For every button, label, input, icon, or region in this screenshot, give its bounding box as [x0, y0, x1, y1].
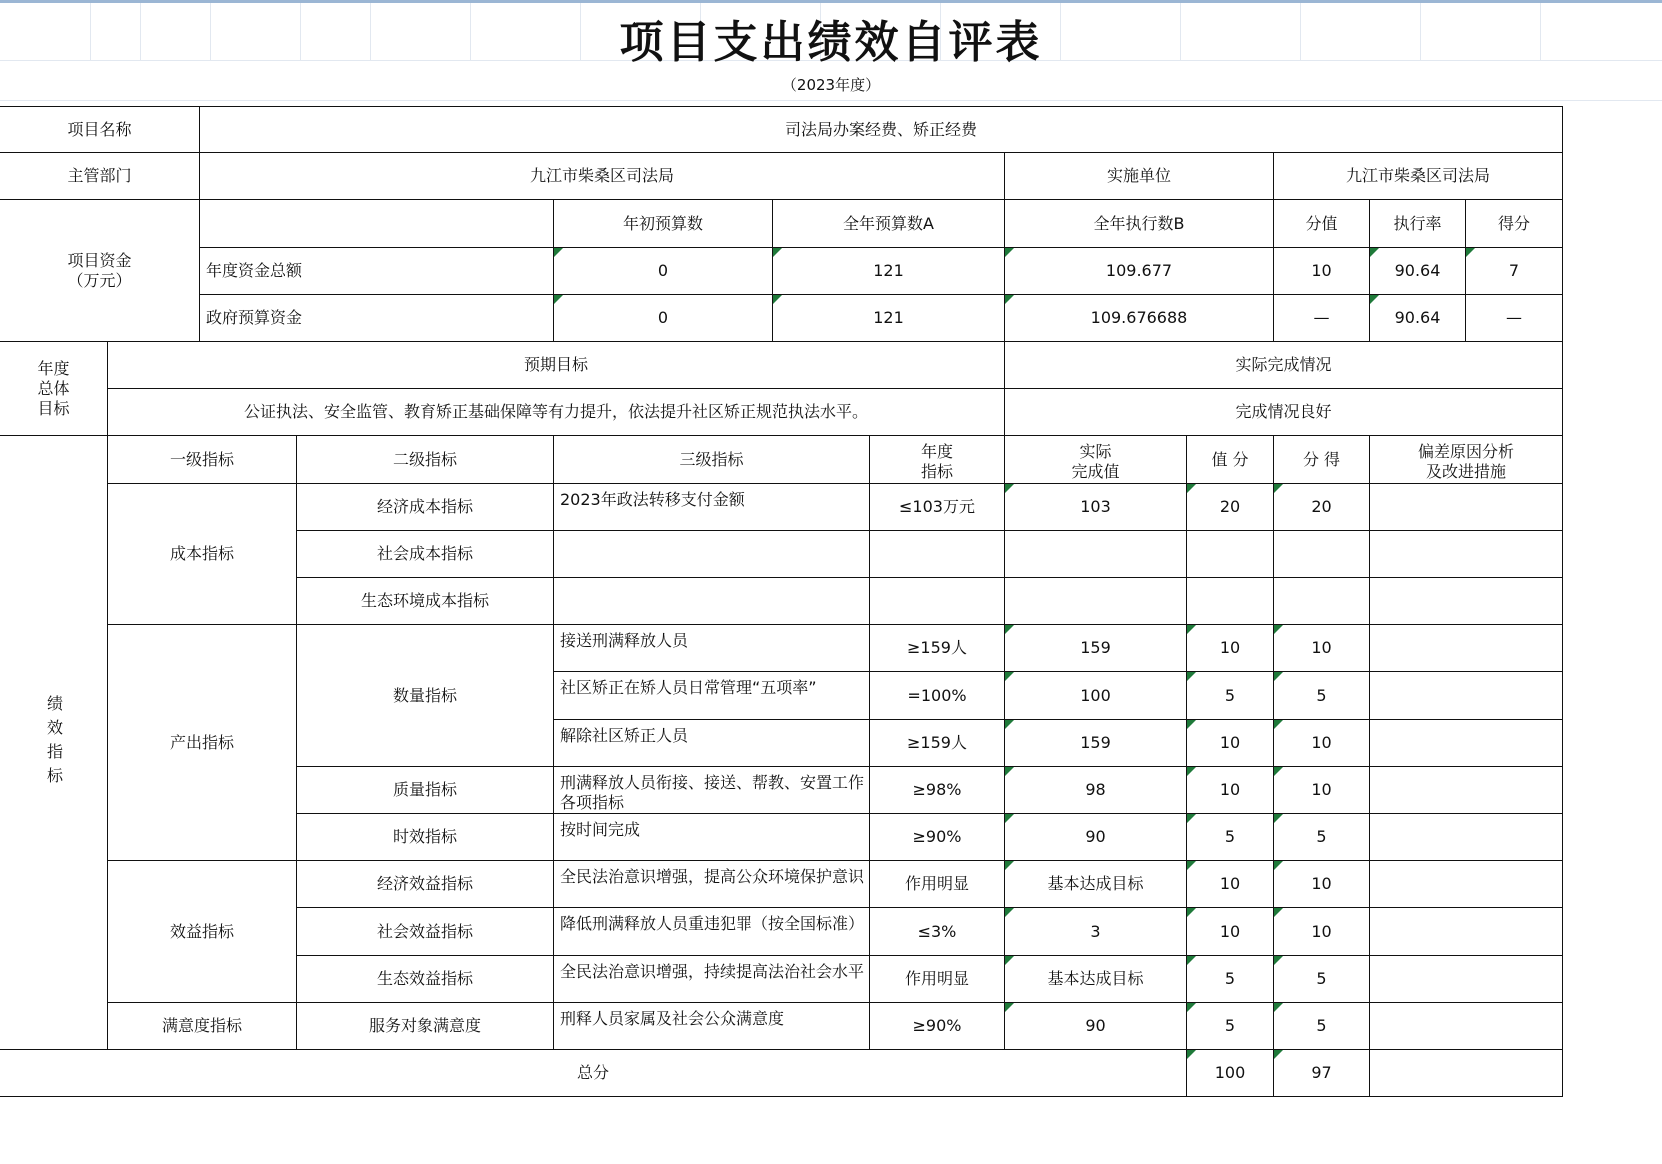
cell-marker-icon — [773, 248, 782, 257]
row-9-level3[interactable] — [554, 908, 870, 956]
row-6-target[interactable] — [870, 767, 1005, 814]
row-4-level3[interactable] — [554, 672, 870, 720]
row-3-deviation[interactable] — [1370, 625, 1563, 672]
label-total-funds[interactable] — [200, 248, 554, 295]
cell-marker-icon — [1005, 248, 1014, 257]
label-department[interactable] — [0, 153, 200, 200]
label-total[interactable] — [0, 1050, 1187, 1097]
gov-initial[interactable] — [554, 295, 773, 342]
cell-marker-icon — [1187, 861, 1196, 870]
row-10-deviation[interactable] — [1370, 956, 1563, 1003]
row-2-score[interactable] — [1274, 578, 1370, 625]
cell-marker-icon — [1370, 248, 1379, 257]
row-11-deviation[interactable] — [1370, 1003, 1563, 1050]
row-5-score[interactable] — [1274, 720, 1370, 767]
row-7-level3[interactable] — [554, 814, 870, 861]
row-1-value[interactable] — [1187, 531, 1274, 578]
cell-marker-icon — [1005, 767, 1014, 776]
row-8-value-text: 10 — [1219, 874, 1241, 893]
row-11-level3-text: 刑释人员家属及社会公众满意度 — [560, 1009, 785, 1028]
row-5-actual-text: 159 — [1080, 733, 1111, 752]
row-0-level2[interactable] — [297, 484, 554, 531]
row-2-value[interactable] — [1187, 578, 1274, 625]
cell-marker-icon — [1274, 861, 1283, 870]
value-implementer-text: 九江市柴桑区司法局 — [1345, 166, 1490, 185]
gov-exec-text: 109.676688 — [1090, 308, 1188, 327]
row-3-target-text: ≥159人 — [907, 638, 967, 657]
header-exec-rate-text: 执行率 — [1393, 213, 1442, 233]
row-2-level2-text: 生态环境成本指标 — [360, 591, 489, 610]
row-11-target-text: ≥90% — [912, 1016, 962, 1035]
cell-marker-icon — [1005, 720, 1014, 729]
value-implementer[interactable] — [1274, 153, 1563, 200]
row-11-value[interactable] — [1187, 1003, 1274, 1050]
row-8-actual[interactable] — [1005, 861, 1187, 908]
page-title: 项目支出绩效自评表 — [619, 17, 1043, 68]
cell-marker-icon — [1187, 956, 1196, 965]
row-10-actual[interactable] — [1005, 956, 1187, 1003]
row-0-actual[interactable] — [1005, 484, 1187, 531]
header-score-value[interactable] — [1274, 200, 1370, 248]
row-9-actual-text: 3 — [1090, 921, 1101, 941]
row-7-actual[interactable] — [1005, 814, 1187, 861]
total-funds-score[interactable] — [1466, 248, 1563, 295]
row-8-level3[interactable] — [554, 861, 870, 908]
row-8-target-text: 作用明显 — [904, 874, 969, 893]
row-3-actual-text: 159 — [1080, 638, 1111, 657]
value-goal-status[interactable] — [1005, 389, 1563, 436]
header-annual-index[interactable] — [870, 436, 1005, 484]
row-8-level3-text: 全民法治意识增强，提高公众环境保护意识 — [560, 867, 865, 886]
cell-marker-icon — [1005, 484, 1014, 493]
header-level3[interactable] — [554, 436, 870, 484]
row-8-score[interactable] — [1274, 861, 1370, 908]
cell-marker-icon — [1274, 908, 1283, 917]
header-deviation[interactable] — [1370, 436, 1563, 484]
row-10-value-text: 5 — [1224, 969, 1236, 988]
row-0-deviation[interactable] — [1370, 484, 1563, 531]
gov-initial-text: 0 — [657, 308, 669, 327]
row-4-score[interactable] — [1274, 672, 1370, 720]
row-5-deviation[interactable] — [1370, 720, 1563, 767]
row-6-value-text: 10 — [1219, 780, 1241, 799]
cell-marker-icon — [554, 295, 563, 304]
cell-marker-icon — [1005, 625, 1014, 634]
header-actual-value-text: 实际 完成值 — [1071, 442, 1120, 481]
value-department[interactable] — [200, 153, 1005, 200]
group-satisfaction-text: 满意度指标 — [161, 1016, 242, 1035]
cell-marker-icon — [1274, 625, 1283, 634]
total-value-text: 100 — [1214, 1063, 1246, 1082]
row-1-level2-text: 社会成本指标 — [376, 544, 473, 563]
total-funds-value[interactable] — [1274, 248, 1370, 295]
row-4-score-text: 5 — [1316, 685, 1327, 705]
gov-score[interactable] — [1466, 295, 1563, 342]
header-initial-budget[interactable] — [554, 200, 773, 248]
value-project-name-text: 司法局办案经费、矫正经费 — [784, 119, 977, 139]
cell-marker-icon — [1466, 248, 1475, 257]
header-level1-text: 一级指标 — [169, 449, 234, 469]
row-11-actual[interactable] — [1005, 1003, 1187, 1050]
row-0-value-text: 20 — [1219, 497, 1241, 516]
cell-marker-icon — [1187, 1003, 1196, 1012]
header-level2-text: 二级指标 — [392, 449, 457, 469]
total-funds-annual[interactable] — [773, 248, 1005, 295]
cell-marker-icon — [1005, 908, 1014, 917]
row-6-actual-text: 98 — [1085, 780, 1106, 799]
cell-marker-icon — [1274, 1050, 1283, 1059]
value-goal-text[interactable] — [108, 389, 1005, 436]
label-funds-text: 项目资金 （万元） — [67, 250, 132, 290]
gov-annual[interactable] — [773, 295, 1005, 342]
row-4-value[interactable] — [1187, 672, 1274, 720]
header-initial-budget-text: 年初预算数 — [622, 213, 703, 233]
value-department-text: 九江市柴桑区司法局 — [529, 166, 674, 185]
row-2-level2[interactable] — [297, 578, 554, 625]
cell-marker-icon — [1274, 720, 1283, 729]
total-funds-initial-text: 0 — [657, 261, 669, 280]
row-3-level3-text: 接送刑满释放人员 — [560, 631, 689, 650]
row-2-level3[interactable] — [554, 578, 870, 625]
row-8-score-text: 10 — [1311, 874, 1332, 893]
cell-marker-icon — [1005, 956, 1014, 965]
row-5-actual[interactable] — [1005, 720, 1187, 767]
value-goal-text-text: 公证执法、安全监管、教育矫正基础保障等有力提升，依法提升社区矫正规范执法水平。 — [243, 402, 868, 421]
row-5-target[interactable] — [870, 720, 1005, 767]
row-7-deviation[interactable] — [1370, 814, 1563, 861]
row-4-actual-text: 100 — [1080, 685, 1111, 705]
gov-value-text: — — [1313, 308, 1330, 327]
row-3-value[interactable] — [1187, 625, 1274, 672]
row-6-actual[interactable] — [1005, 767, 1187, 814]
row-7-actual-text: 90 — [1085, 827, 1106, 846]
group-quantity[interactable] — [297, 625, 554, 767]
row-8-level2-text: 经济效益指标 — [376, 874, 473, 893]
row-9-value[interactable] — [1187, 908, 1274, 956]
row-5-value[interactable] — [1187, 720, 1274, 767]
total-deviation[interactable] — [1370, 1050, 1563, 1097]
row-10-level3-text: 全民法治意识增强，持续提高法治社会水平 — [560, 962, 865, 981]
label-implementer[interactable] — [1005, 153, 1274, 200]
gov-exec[interactable] — [1005, 295, 1274, 342]
label-total-text: 总分 — [576, 1063, 609, 1082]
header-actual-value[interactable] — [1005, 436, 1187, 484]
cell-marker-icon — [1187, 908, 1196, 917]
header-level3-text: 三级指标 — [679, 449, 744, 469]
header-actual-status[interactable] — [1005, 342, 1563, 389]
header-expected-goal-text: 预期目标 — [523, 355, 588, 374]
row-11-value-text: 5 — [1224, 1016, 1236, 1035]
header-exec-rate[interactable] — [1370, 200, 1466, 248]
label-gov-funds-text: 政府预算资金 — [206, 308, 303, 327]
row-5-value-text: 10 — [1219, 733, 1241, 752]
cell-marker-icon — [1187, 625, 1196, 634]
row-7-level2[interactable] — [297, 814, 554, 861]
row-3-score[interactable] — [1274, 625, 1370, 672]
total-funds-rate[interactable] — [1370, 248, 1466, 295]
cell-marker-icon — [1274, 484, 1283, 493]
cell-marker-icon — [773, 295, 782, 304]
row-0-score[interactable] — [1274, 484, 1370, 531]
row-0-level3[interactable] — [554, 484, 870, 531]
row-0-level2-text: 经济成本指标 — [376, 497, 473, 516]
group-benefit-text: 效益指标 — [169, 921, 234, 941]
row-0-score-text: 20 — [1311, 497, 1332, 516]
row-9-level2[interactable] — [297, 908, 554, 956]
row-2-deviation[interactable] — [1370, 578, 1563, 625]
row-6-level2-text: 质量指标 — [392, 780, 457, 799]
row-11-score-text: 5 — [1316, 1016, 1327, 1035]
row-5-score-text: 10 — [1311, 733, 1332, 752]
gov-rate[interactable] — [1370, 295, 1466, 342]
sheet-gridline — [0, 100, 1662, 101]
group-output-text: 产出指标 — [169, 732, 234, 752]
header-blank[interactable] — [200, 200, 554, 248]
gov-value[interactable] — [1274, 295, 1370, 342]
label-funds[interactable] — [0, 200, 200, 342]
row-4-target-text: =100% — [907, 685, 967, 705]
sheet-top-border — [0, 0, 1662, 3]
row-2-target[interactable] — [870, 578, 1005, 625]
row-10-score-text: 5 — [1316, 969, 1327, 988]
cell-marker-icon — [1187, 767, 1196, 776]
total-funds-rate-text: 90.64 — [1394, 261, 1441, 280]
header-score-text: 得分 — [1497, 213, 1530, 233]
cell-marker-icon — [1005, 814, 1014, 823]
row-8-target[interactable] — [870, 861, 1005, 908]
cell-marker-icon — [1005, 861, 1014, 870]
row-10-value[interactable] — [1187, 956, 1274, 1003]
row-6-deviation[interactable] — [1370, 767, 1563, 814]
row-3-actual[interactable] — [1005, 625, 1187, 672]
row-10-actual-text: 基本达成目标 — [1047, 969, 1144, 988]
row-3-target[interactable] — [870, 625, 1005, 672]
row-9-score-text: 10 — [1311, 921, 1332, 941]
total-value[interactable] — [1187, 1050, 1274, 1097]
header-level1[interactable] — [108, 436, 297, 484]
row-11-actual-text: 90 — [1085, 1016, 1106, 1035]
header-actual-status-text: 实际完成情况 — [1235, 355, 1332, 374]
group-quantity-text: 数量指标 — [392, 685, 457, 705]
row-6-value[interactable] — [1187, 767, 1274, 814]
header-col-score-text: 分 得 — [1302, 449, 1341, 469]
gov-score-text: — — [1506, 308, 1522, 327]
row-1-level2[interactable] — [297, 531, 554, 578]
header-score[interactable] — [1466, 200, 1563, 248]
header-col-value-text: 值 分 — [1211, 449, 1249, 469]
row-7-value-text: 5 — [1224, 827, 1236, 846]
header-expected-goal[interactable] — [108, 342, 1005, 389]
row-9-level2-text: 社会效益指标 — [376, 921, 473, 941]
label-total-funds-text: 年度资金总额 — [206, 261, 303, 280]
row-11-target[interactable] — [870, 1003, 1005, 1050]
row-11-level2[interactable] — [297, 1003, 554, 1050]
label-perf-indicators-text: 绩效指标 — [44, 694, 64, 791]
cell-marker-icon — [1274, 1003, 1283, 1012]
cell-marker-icon — [1187, 814, 1196, 823]
row-0-value[interactable] — [1187, 484, 1274, 531]
group-output[interactable] — [108, 625, 297, 861]
cell-marker-icon — [554, 248, 563, 257]
row-6-level3-text: 刑满释放人员衔接、接送、帮教、安置工作各项指标 — [560, 773, 865, 812]
label-annual-goal[interactable] — [0, 342, 108, 436]
row-0-level3-text: 2023年政法转移支付金额 — [560, 490, 745, 509]
row-9-target-text: ≤3% — [917, 921, 957, 941]
cell-marker-icon — [1005, 1003, 1014, 1012]
row-1-deviation[interactable] — [1370, 531, 1563, 578]
cell-marker-icon — [1005, 295, 1014, 304]
row-9-deviation[interactable] — [1370, 908, 1563, 956]
total-funds-value-text: 10 — [1311, 261, 1332, 280]
label-annual-goal-text: 年度 总体 目标 — [37, 358, 70, 418]
row-10-target[interactable] — [870, 956, 1005, 1003]
row-4-value-text: 5 — [1224, 685, 1236, 705]
value-goal-status-text: 完成情况良好 — [1235, 402, 1332, 421]
row-10-target-text: 作用明显 — [904, 969, 969, 988]
row-4-deviation[interactable] — [1370, 672, 1563, 720]
group-cost-text: 成本指标 — [169, 544, 234, 563]
row-6-score[interactable] — [1274, 767, 1370, 814]
row-1-score[interactable] — [1274, 531, 1370, 578]
group-cost[interactable] — [108, 484, 297, 625]
row-7-level3-text: 按时间完成 — [560, 820, 641, 839]
row-5-target-text: ≥159人 — [907, 733, 967, 752]
cell-marker-icon — [1370, 295, 1379, 304]
row-3-score-text: 10 — [1311, 638, 1332, 657]
row-10-level2[interactable] — [297, 956, 554, 1003]
row-7-value[interactable] — [1187, 814, 1274, 861]
cell-marker-icon — [1187, 1050, 1196, 1059]
header-annual-index-text: 年度 指标 — [920, 442, 953, 481]
row-8-value[interactable] — [1187, 861, 1274, 908]
header-col-score[interactable] — [1274, 436, 1370, 484]
row-6-level2[interactable] — [297, 767, 554, 814]
row-0-actual-text: 103 — [1080, 497, 1111, 516]
row-9-target[interactable] — [870, 908, 1005, 956]
label-project-name[interactable] — [0, 106, 200, 153]
label-perf-indicators[interactable] — [0, 436, 108, 1050]
gov-annual-text: 121 — [873, 308, 904, 327]
header-col-value[interactable] — [1187, 436, 1274, 484]
cell-marker-icon — [1187, 672, 1196, 681]
row-1-target[interactable] — [870, 531, 1005, 578]
total-funds-initial[interactable] — [554, 248, 773, 295]
row-6-score-text: 10 — [1311, 780, 1332, 799]
total-funds-annual-text: 121 — [873, 261, 904, 280]
page-subtitle: （2023年度） — [781, 76, 881, 94]
row-1-actual[interactable] — [1005, 531, 1187, 578]
total-funds-score-text: 7 — [1508, 261, 1520, 280]
header-annual-exec[interactable] — [1005, 200, 1274, 248]
header-level2[interactable] — [297, 436, 554, 484]
row-9-score[interactable] — [1274, 908, 1370, 956]
total-funds-exec-text: 109.677 — [1105, 261, 1173, 280]
row-10-level3[interactable] — [554, 956, 870, 1003]
row-7-score[interactable] — [1274, 814, 1370, 861]
row-3-level3[interactable] — [554, 625, 870, 672]
cell-marker-icon — [1005, 672, 1014, 681]
label-implementer-text: 实施单位 — [1106, 166, 1171, 185]
cell-marker-icon — [1187, 484, 1196, 493]
header-deviation-text: 偏差原因分析 及改进措施 — [1417, 442, 1514, 481]
total-funds-exec[interactable] — [1005, 248, 1274, 295]
total-score-text: 97 — [1311, 1063, 1332, 1082]
row-11-level3[interactable] — [554, 1003, 870, 1050]
row-10-level2-text: 生态效益指标 — [376, 969, 473, 988]
row-5-level3[interactable] — [554, 720, 870, 767]
value-project-name[interactable] — [200, 106, 1563, 153]
row-7-target[interactable] — [870, 814, 1005, 861]
cell-marker-icon — [1274, 956, 1283, 965]
row-4-actual[interactable] — [1005, 672, 1187, 720]
row-10-score[interactable] — [1274, 956, 1370, 1003]
header-annual-budget-text: 全年预算数A — [843, 213, 934, 233]
gov-rate-text: 90.64 — [1394, 308, 1441, 327]
row-7-level2-text: 时效指标 — [392, 827, 457, 846]
label-gov-funds[interactable] — [200, 295, 554, 342]
row-0-target-text: ≤103万元 — [899, 497, 975, 516]
row-11-score[interactable] — [1274, 1003, 1370, 1050]
cell-marker-icon — [1274, 814, 1283, 823]
row-3-value-text: 10 — [1219, 638, 1241, 657]
row-6-level3[interactable] — [554, 767, 870, 814]
row-8-actual-text: 基本达成目标 — [1047, 874, 1144, 893]
label-project-name-text: 项目名称 — [67, 119, 132, 139]
row-9-value-text: 10 — [1219, 921, 1241, 941]
cell-marker-icon — [1274, 672, 1283, 681]
group-satisfaction[interactable] — [108, 1003, 297, 1050]
row-7-target-text: ≥90% — [912, 827, 962, 846]
row-2-actual[interactable] — [1005, 578, 1187, 625]
row-4-target[interactable] — [870, 672, 1005, 720]
cell-marker-icon — [1274, 767, 1283, 776]
row-9-level3-text: 降低刑满释放人员重违犯罪（按全国标准） — [560, 914, 865, 933]
row-8-level2[interactable] — [297, 861, 554, 908]
row-0-target[interactable] — [870, 484, 1005, 531]
row-6-target-text: ≥98% — [912, 780, 962, 799]
group-benefit[interactable] — [108, 861, 297, 1003]
cell-marker-icon — [1187, 720, 1196, 729]
row-4-level3-text: 社区矫正在矫人员日常管理“五项率” — [560, 678, 817, 697]
row-9-actual[interactable] — [1005, 908, 1187, 956]
header-score-value-text: 分值 — [1305, 213, 1338, 233]
row-11-level2-text: 服务对象满意度 — [368, 1016, 481, 1035]
row-5-level3-text: 解除社区矫正人员 — [560, 726, 689, 745]
row-8-deviation[interactable] — [1370, 861, 1563, 908]
total-score[interactable] — [1274, 1050, 1370, 1097]
row-7-score-text: 5 — [1316, 827, 1327, 846]
label-department-text: 主管部门 — [67, 166, 132, 185]
header-annual-budget[interactable] — [773, 200, 1005, 248]
row-1-level3[interactable] — [554, 531, 870, 578]
header-annual-exec-text: 全年执行数B — [1093, 213, 1185, 233]
